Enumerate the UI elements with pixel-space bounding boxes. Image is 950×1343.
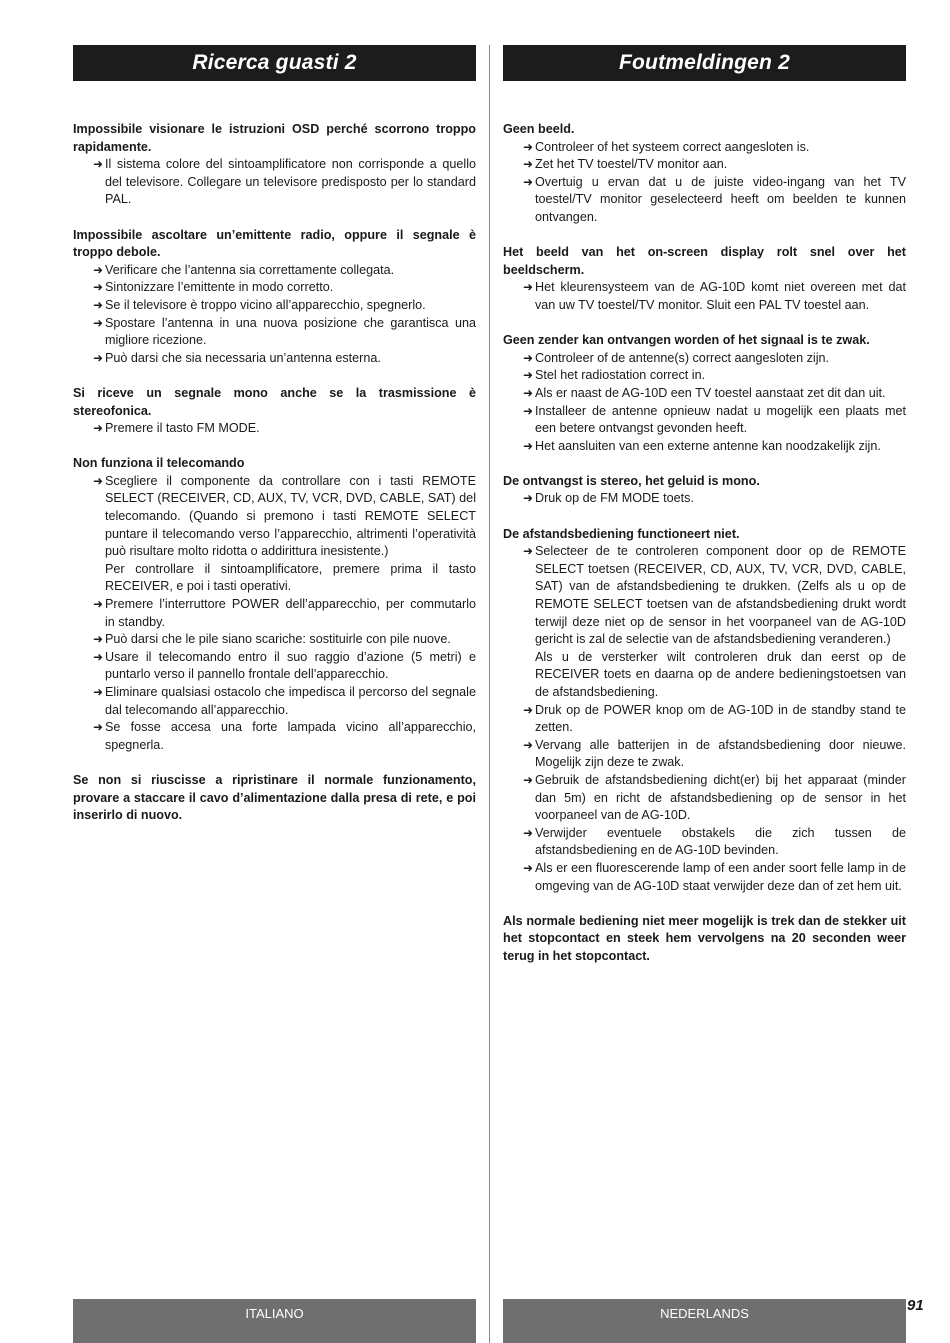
list-item [73, 262, 476, 280]
item-text: Sintonizzare l’emittente in modo corretto. [105, 280, 334, 295]
item-text: Scegliere il componente da controllare con i tasti REMOTE SELECT (RECEIVER, CD, AUX, TV, VCR, DVD, CABLE, SAT) del telecomando. (Quando si premono i tasti REMOTE SELECT puntare il telecomando verso l’apparecchio, altrimenti l’operatività può risultare molto ridotta o addirittura inesistente.) [105, 473, 476, 559]
list-item [503, 737, 906, 772]
item-text: Spostare l’antenna in una nuova posizione che garantisca una migliore ricezione. [105, 315, 476, 348]
list-item [73, 156, 476, 209]
item-text: Stel het radiostation correct in. [535, 368, 706, 383]
list-item [73, 420, 476, 438]
item-text: Als er een fluorescerende lamp of een ander soort felle lamp in de omgeving van de AG-10D staat verwijder deze dan of zet hem uit. [535, 860, 906, 893]
left-section-3 [73, 385, 476, 438]
section-heading: Si riceve un segnale mono anche se la trasmissione è stereofonica. [73, 385, 476, 418]
list-item [503, 702, 906, 737]
arrow-right-icon: ➜ [522, 174, 533, 189]
item-text: Installeer de antenne opnieuw nadat u mogelijk een plaats met een betere ontvangst gevonden heeft. [535, 403, 906, 436]
arrow-right-icon: ➜ [92, 421, 103, 436]
arrow-right-icon: ➜ [522, 350, 533, 365]
arrow-right-icon: ➜ [92, 315, 103, 330]
arrow-right-icon: ➜ [522, 368, 533, 383]
item-text: Zet het TV toestel/TV monitor aan. [535, 157, 728, 172]
item-text: Verificare che l’antenna sia correttamente collegata. [105, 262, 395, 277]
arrow-right-icon: ➜ [92, 262, 103, 277]
section-heading: Non funziona il telecomando [73, 456, 245, 471]
item-text: Druk op de POWER knop om de AG-10D in de standby stand te zetten. [535, 702, 906, 735]
arrow-right-icon: ➜ [92, 280, 103, 295]
arrow-right-icon: ➜ [92, 649, 103, 664]
list-item [503, 860, 906, 895]
list-item [73, 473, 476, 596]
list-item [503, 543, 906, 701]
arrow-right-icon: ➜ [92, 685, 103, 699]
list-item [73, 649, 476, 684]
right-section-1 [503, 121, 906, 227]
arrow-right-icon: ➜ [522, 544, 533, 559]
list-item [503, 174, 906, 227]
arrow-right-icon: ➜ [522, 860, 533, 875]
left-column [73, 45, 476, 825]
item-text: Controleer of de antenne(s) correct aangesloten zijn. [535, 350, 830, 365]
section-heading: Geen beeld. [503, 122, 575, 136]
right-column [503, 45, 906, 966]
arrow-right-icon: ➜ [522, 491, 533, 506]
section-heading: Impossibile visionare le istruzioni OSD perché scorrono troppo rapidamente. [73, 122, 476, 154]
right-section-3 [503, 332, 906, 455]
item-text: Se fosse accesa una forte lampada vicino all’apparecchio, spegnerla. [105, 720, 476, 752]
footer-language-italian: ITALIANO [73, 1299, 476, 1343]
list-item [503, 139, 906, 157]
left-content [73, 121, 476, 825]
right-title: Foutmeldingen 2 [503, 45, 906, 81]
arrow-right-icon: ➜ [522, 139, 533, 154]
page-number: 91 [907, 1297, 924, 1314]
item-text: Usare il telecomando entro il suo raggio d’azione (5 metri) e puntarlo verso il pannello frontale dell’apparecchio. [105, 649, 476, 682]
closing-note: Se non si riuscisse a ripristinare il normale funzionamento, provare a staccare il cavo d’alimentazione dalla presa di rete, e poi inserirlo di nuovo. [73, 772, 476, 823]
list-item [73, 315, 476, 350]
column-divider [489, 45, 490, 1343]
item-text: Gebruik de afstandsbediening dicht(er) bij het apparaat (minder dan 5m) en richt de afstandsbediening op de sensor in het voorpaneel van de AG-10D. [535, 772, 906, 823]
item-text: Premere il tasto FM MODE. [105, 421, 260, 436]
list-item [503, 825, 906, 860]
item-text: Può darsi che le pile siano scariche: sostituirle con pile nuove. [105, 632, 451, 647]
item-text: Il sistema colore del sintoamplificatore non corrisponde a quello del televisore. Collegare un televisore predisposto per lo standard PAL. [105, 157, 476, 207]
item-text: Druk op de FM MODE toets. [535, 491, 694, 506]
item-text: Può darsi che sia necessaria un’antenna esterna. [105, 350, 381, 365]
list-item [73, 631, 476, 649]
item-text: Verwijder eventuele obstakels die zich tussen de afstandsbediening en de AG-10D bevinden. [535, 825, 906, 858]
list-item [503, 385, 906, 403]
arrow-right-icon: ➜ [92, 632, 103, 647]
footer-language-dutch: NEDERLANDS [503, 1299, 906, 1343]
list-item [73, 297, 476, 315]
list-item [503, 438, 906, 456]
arrow-right-icon: ➜ [92, 473, 103, 488]
arrow-right-icon: ➜ [92, 157, 103, 172]
list-item [503, 279, 906, 314]
list-item [73, 684, 476, 719]
arrow-right-icon: ➜ [522, 385, 533, 400]
left-section-2 [73, 227, 476, 368]
list-item [503, 403, 906, 438]
list-item [503, 156, 906, 174]
list-item [503, 367, 906, 385]
arrow-right-icon: ➜ [522, 280, 533, 295]
item-text: Als u de versterker wilt controleren druk dan eerst op de RECEIVER toets en daarna op de andere bedieningstoetsen van de afstandsbediening. [535, 649, 906, 699]
list-item [73, 596, 476, 631]
right-content [503, 121, 906, 966]
arrow-right-icon: ➜ [522, 702, 533, 717]
arrow-right-icon: ➜ [92, 297, 103, 312]
section-heading: Geen zender kan ontvangen worden of het signaal is te zwak. [503, 333, 870, 348]
arrow-right-icon: ➜ [92, 597, 103, 612]
list-item [503, 350, 906, 368]
item-text: Premere l’interruttore POWER dell’apparecchio, per commutarlo in standby. [105, 597, 476, 629]
section-heading: Het beeld van het on-screen display rolt snel over het beeldscherm. [503, 245, 906, 277]
arrow-right-icon: ➜ [522, 438, 533, 453]
item-text: Het aansluiten van een externe antenne kan noodzakelijk zijn. [535, 438, 881, 453]
arrow-right-icon: ➜ [522, 772, 533, 787]
left-section-1 [73, 121, 476, 209]
closing-note: Als normale bediening niet meer mogelijk is trek dan de stekker uit het stopcontact en steek hem vervolgens na 20 seconden weer terug in het stopcontact. [503, 913, 906, 963]
list-item [503, 772, 906, 825]
list-item [503, 490, 906, 508]
arrow-right-icon: ➜ [522, 157, 533, 172]
item-text: Als er naast de AG-10D een TV toestel aanstaat zet dit dan uit. [535, 385, 886, 400]
right-section-5 [503, 526, 906, 895]
list-item [73, 350, 476, 368]
item-text: Controleer of het systeem correct aangesloten is. [535, 139, 810, 154]
section-heading: De ontvangst is stereo, het geluid is mono. [503, 473, 760, 488]
item-text: Overtuig u ervan dat u de juiste video-ingang van het TV toestel/TV monitor geselecteerd heeft om beelden te kunnen ontvangen. [535, 174, 906, 224]
item-text: Eliminare qualsiasi ostacolo che impedisca il percorso del segnale dal telecomando all’apparecchio. [105, 685, 476, 717]
section-heading: Impossibile ascoltare un’emittente radio, oppure il segnale è troppo debole. [73, 227, 476, 260]
arrow-right-icon: ➜ [92, 350, 103, 365]
arrow-right-icon: ➜ [92, 720, 103, 735]
item-text: Se il televisore è troppo vicino all’apparecchio, spegnerlo. [105, 297, 426, 312]
right-section-4 [503, 473, 906, 508]
arrow-right-icon: ➜ [522, 825, 533, 840]
list-item [73, 279, 476, 297]
item-text: Per controllare il sintoamplificatore, premere prima il tasto RECEIVER, e poi i tasti operativi. [105, 561, 476, 594]
right-section-2 [503, 244, 906, 314]
section-heading: De afstandsbediening functioneert niet. [503, 526, 740, 541]
left-section-4 [73, 455, 476, 754]
list-item [73, 719, 476, 754]
item-text: Vervang alle batterijen in de afstandsbediening door nieuwe. Mogelijk zijn deze te zwak. [535, 737, 906, 770]
item-text: Het kleurensysteem van de AG-10D komt niet overeen met dat van uw TV toestel/TV monitor. Sluit een PAL TV toestel aan. [535, 280, 906, 312]
item-text: Selecteer de te controleren component door op de REMOTE SELECT toetsen (RECEIVER, CD, AUX, TV, VCR, DVD, CABLE, SAT) van de afstandsbediening te drukken. (Zelfs als u op de REMOTE SELECT toetsen van de afstandsbediening drukt wordt terwijl deze niet op de sensor in het voorpaneel van de AG-10D gericht is zal de selectie van de afstandsbediening veranderen.) [535, 544, 906, 647]
left-title: Ricerca guasti 2 [73, 45, 476, 81]
arrow-right-icon: ➜ [522, 737, 533, 752]
arrow-right-icon: ➜ [522, 403, 533, 418]
